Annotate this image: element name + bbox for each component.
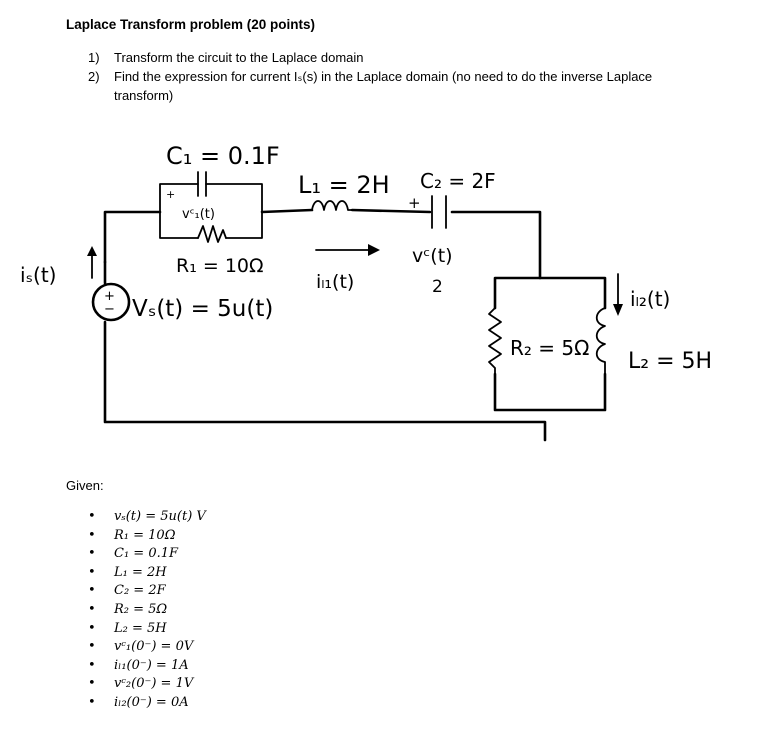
vs-label: Vₛ(t) = 5u(t) [132, 296, 274, 322]
given-item-vc1-init: • vᶜ₁(0⁻) = 0V [88, 638, 206, 657]
left-wire-lower [105, 322, 545, 440]
source-plus: + [104, 289, 115, 304]
vc2-label: vᶜ(t) [412, 245, 453, 267]
given-item-vs: • vₛ(t) = 5u(t) V [88, 508, 206, 527]
given-list [88, 508, 206, 713]
l1-inductor [298, 171, 390, 293]
c1-plus: + [166, 188, 176, 201]
il1-label: iₗ₁(t) [316, 271, 355, 293]
is-label: iₛ(t) [20, 263, 57, 287]
il2-label: iₗ₂(t) [630, 287, 671, 311]
given-item-l1: • L₁ = 2H [88, 564, 206, 583]
given-item-c2: • C₂ = 2F [88, 582, 206, 601]
task-2-text: Find the expression for current Iₛ(s) in the Laplace domain (no need to do the inverse Laplace transform) [114, 69, 653, 103]
c2-capacitor [408, 169, 496, 297]
c1-r1-block [160, 142, 280, 277]
is-arrowhead [87, 246, 97, 256]
r1-label: R₁ = 10Ω [176, 255, 264, 277]
top-wire-left [105, 212, 160, 262]
top-wire-c2-out [452, 212, 540, 278]
r2-l2-block [489, 274, 712, 410]
r2-label: R₂ = 5Ω [510, 336, 590, 360]
problem-title: Laplace Transform problem (20 points) [66, 17, 316, 32]
il1-arrowhead [368, 244, 380, 256]
c2-plus: + [408, 194, 421, 212]
l1-coil [312, 201, 352, 210]
given-item-r2: • R₂ = 5Ω [88, 601, 206, 620]
task-1-number: 1) [88, 50, 100, 65]
r1-zigzag [198, 226, 226, 242]
c1-label: C₁ = 0.1F [166, 142, 280, 170]
given-label: Given: [66, 478, 104, 493]
il2-arrowhead [613, 304, 623, 316]
given-item-l2: • L₂ = 5H [88, 620, 206, 639]
vc2-subscript: 2 [432, 277, 443, 297]
top-wire-mid [262, 210, 312, 212]
given-item-r1: • R₁ = 10Ω [88, 527, 206, 546]
source-minus: − [104, 302, 115, 317]
l2-label: L₂ = 5H [628, 349, 713, 374]
c2-label: C₂ = 2F [420, 169, 496, 193]
r2-zigzag [489, 308, 501, 374]
given-item-il1-init: • iₗ₁(0⁻) = 1A [88, 657, 206, 676]
vc1-label: vᶜ₁(t) [182, 207, 215, 222]
task-2-number: 2) [88, 69, 100, 84]
task-1-text: Transform the circuit to the Laplace domain [114, 50, 364, 65]
given-item-il2-init: • iₗ₂(0⁻) = 0A [88, 694, 206, 713]
l2-coil [597, 308, 605, 374]
given-item-c1: • C₁ = 0.1F [88, 545, 206, 564]
l1-label: L₁ = 2H [298, 171, 390, 199]
given-item-vc2-init: • vᶜ₂(0⁻) = 1V [88, 675, 206, 694]
